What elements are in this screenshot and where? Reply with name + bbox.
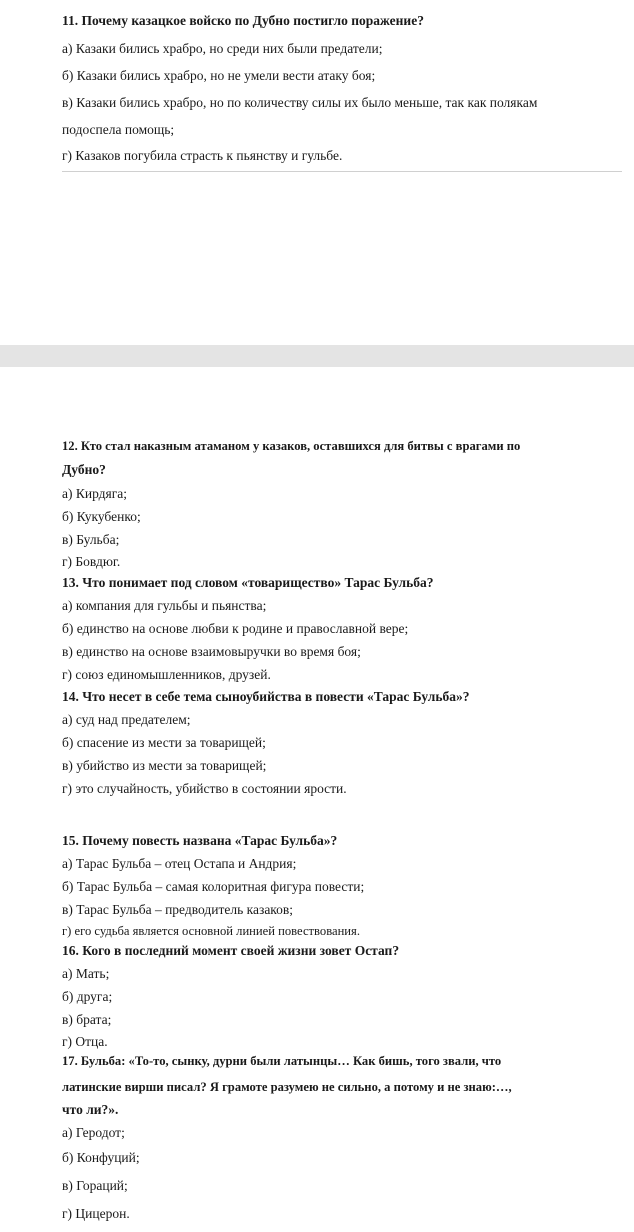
question-17-option-a: а) Геродот; — [62, 1125, 125, 1140]
page-gap — [0, 345, 634, 367]
question-15-option-d: г) его судьба является основной линией повествования. — [62, 924, 360, 938]
question-17-option-c: в) Гораций; — [62, 1178, 128, 1193]
question-11-option-d: г) Казаков погубила страсть к пьянству и гульбе. — [62, 148, 343, 163]
question-16-option-a: а) Мать; — [62, 966, 110, 981]
question-15-option-a: а) Тарас Бульба – отец Остапа и Андрия; — [62, 856, 297, 871]
question-17-option-d: г) Цицерон. — [62, 1206, 130, 1221]
question-14-option-a: а) суд над предателем; — [62, 712, 191, 727]
question-17-title-line2: латинские вирши писал? Я грамоте разумею не сильно, а потому и не знаю:…, — [62, 1080, 512, 1094]
question-17-option-b: б) Конфуций; — [62, 1150, 140, 1165]
question-13-option-c: в) единство на основе взаимовыручки во время боя; — [62, 644, 361, 659]
question-15-option-b: б) Тарас Бульба – самая колоритная фигура повести; — [62, 879, 365, 894]
question-11-option-a: а) Казаки бились храбро, но среди них были предатели; — [62, 41, 383, 56]
question-12-option-d: г) Бовдюг. — [62, 554, 121, 569]
question-13-title: 13. Что понимает под словом «товарищество» Тарас Бульба? — [62, 575, 434, 590]
question-14-option-c: в) убийство из мести за товарищей; — [62, 758, 267, 773]
question-11-option-c-cont: подоспела помощь; — [62, 122, 175, 137]
question-13-option-d: г) союз единомышленников, друзей. — [62, 667, 271, 682]
question-15-option-c: в) Тарас Бульба – предводитель казаков; — [62, 902, 294, 917]
question-17-title-line3: что ли?». — [62, 1102, 119, 1117]
question-12-title-line2: Дубно? — [62, 462, 106, 477]
question-12-option-c: в) Бульба; — [62, 532, 120, 547]
question-11-option-c: в) Казаки бились храбро, но по количеству силы их было меньше, так как полякам — [62, 95, 538, 110]
question-12-title-line1: 12. Кто стал наказным атаманом у казаков, оставшихся для битвы с врагами по — [62, 439, 521, 453]
question-16-option-c: в) брата; — [62, 1012, 112, 1027]
divider — [62, 171, 622, 172]
question-14-title: 14. Что несет в себе тема сыноубийства в повести «Тарас Бульба»? — [62, 689, 470, 704]
question-16-title: 16. Кого в последний момент своей жизни зовет Остап? — [62, 943, 400, 958]
question-12-option-b: б) Кукубенко; — [62, 509, 141, 524]
question-14-option-d: г) это случайность, убийство в состоянии ярости. — [62, 781, 347, 796]
question-12-option-a: а) Кирдяга; — [62, 486, 128, 501]
question-16-option-d: г) Отца. — [62, 1034, 108, 1049]
question-15-title: 15. Почему повесть названа «Тарас Бульба»? — [62, 833, 338, 848]
page-top — [0, 0, 634, 345]
question-16-option-b: б) друга; — [62, 989, 113, 1004]
question-11-option-b: б) Казаки бились храбро, но не умели вести атаку боя; — [62, 68, 376, 83]
question-13-option-b: б) единство на основе любви к родине и православной вере; — [62, 621, 409, 636]
question-13-option-a: а) компания для гульбы и пьянства; — [62, 598, 267, 613]
question-14-option-b: б) спасение из мести за товарищей; — [62, 735, 266, 750]
question-17-title-line1: 17. Бульба: «То-то, сынку, дурни были латынцы… Как бишь, того звали, что — [62, 1054, 502, 1068]
question-11-title: 11. Почему казацкое войско по Дубно постигло поражение? — [62, 13, 424, 28]
